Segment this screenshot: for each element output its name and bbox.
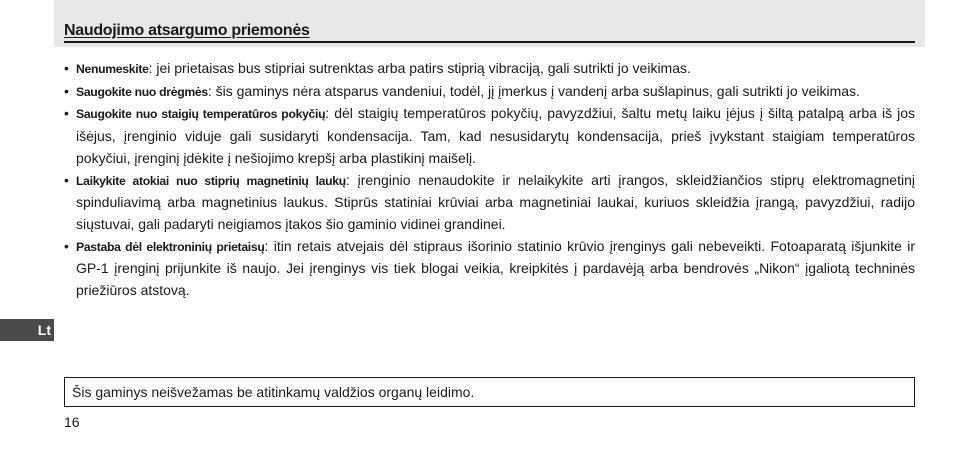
list-item xyxy=(64,170,915,236)
item-term: Pastaba dėl elektroninių prietaisų xyxy=(76,239,265,254)
bullet-icon: • xyxy=(64,60,69,76)
language-tab: Lt xyxy=(0,319,54,341)
list-item xyxy=(64,58,915,81)
bullet-icon: • xyxy=(64,82,69,99)
list-item xyxy=(64,81,915,104)
precautions-list xyxy=(64,58,915,302)
list-item xyxy=(64,103,915,169)
list-item xyxy=(64,236,915,302)
item-text: : šis gaminys nėra atsparus vandeniui, todėl, jį įmerkus į vandenį arba sušlapinus, gali sutrikti jo veikimas. xyxy=(207,82,860,99)
item-text: : dėl staigių temperatūros pokyčių, pavyzdžiui, šaltu metų laiku įėjus į šiltą patalpą arba iš jos išėjus, įrenginio viduje gali susidaryti kondensacija. Tam, kad nesusidarytų kondensacija, prieš įvykstant staigiam temperatūros pokyčiui, įrenginį įdėkite į nešiojimo krepšį arba plastikinį maišelį. xyxy=(76,105,915,166)
item-text: : įrenginio nenaudokite ir nelaikykite arti įrangos, skleidžiančios stiprų elektromagnetinį spinduliavimą arba magnetinius laukus. Stiprūs statiniai krūviai arba magnetiniai laukai, kuriuos skleidžia įrangą, pavyzdžiui, radijo siųstuvai, gali padaryti neigiamos įtakos šio gaminio vidinei grandinei. xyxy=(76,171,915,232)
item-term: Saugokite nuo staigių temperatūros pokyčių xyxy=(76,107,326,122)
section-title: Naudojimo atsargumo priemonės xyxy=(64,20,915,43)
bullet-icon: • xyxy=(64,105,69,122)
bullet-icon: • xyxy=(64,237,69,254)
item-term: Laikykite atokiai nuo stiprių magnetinių laukų xyxy=(76,173,346,188)
item-term: Saugokite nuo drėgmės xyxy=(76,84,208,99)
page-number: 16 xyxy=(64,414,80,430)
notice-box: Šis gaminys neišvežamas be atitinkamų valdžios organų leidimo. xyxy=(64,377,915,407)
item-term: Nenumeskite xyxy=(76,62,149,76)
bullet-icon: • xyxy=(64,171,69,188)
item-text: : itin retais atvejais dėl stipraus išorinio statinio krūvio įrenginys gali nebeveikti. Fotoaparatą išjunkite ir GP-1 įrenginį prijunkite iš naujo. Jei įrenginys vis tiek blogai veikia, kreipkitės į pardavėją arba bendrovės „Nikon“ įgaliotą techninės priežiūros atstovą. xyxy=(76,237,915,299)
item-text: : jei prietaisas bus stipriai sutrenktas arba patirs stiprią vibraciją, gali sutrikti jo veikimas. xyxy=(148,60,691,76)
